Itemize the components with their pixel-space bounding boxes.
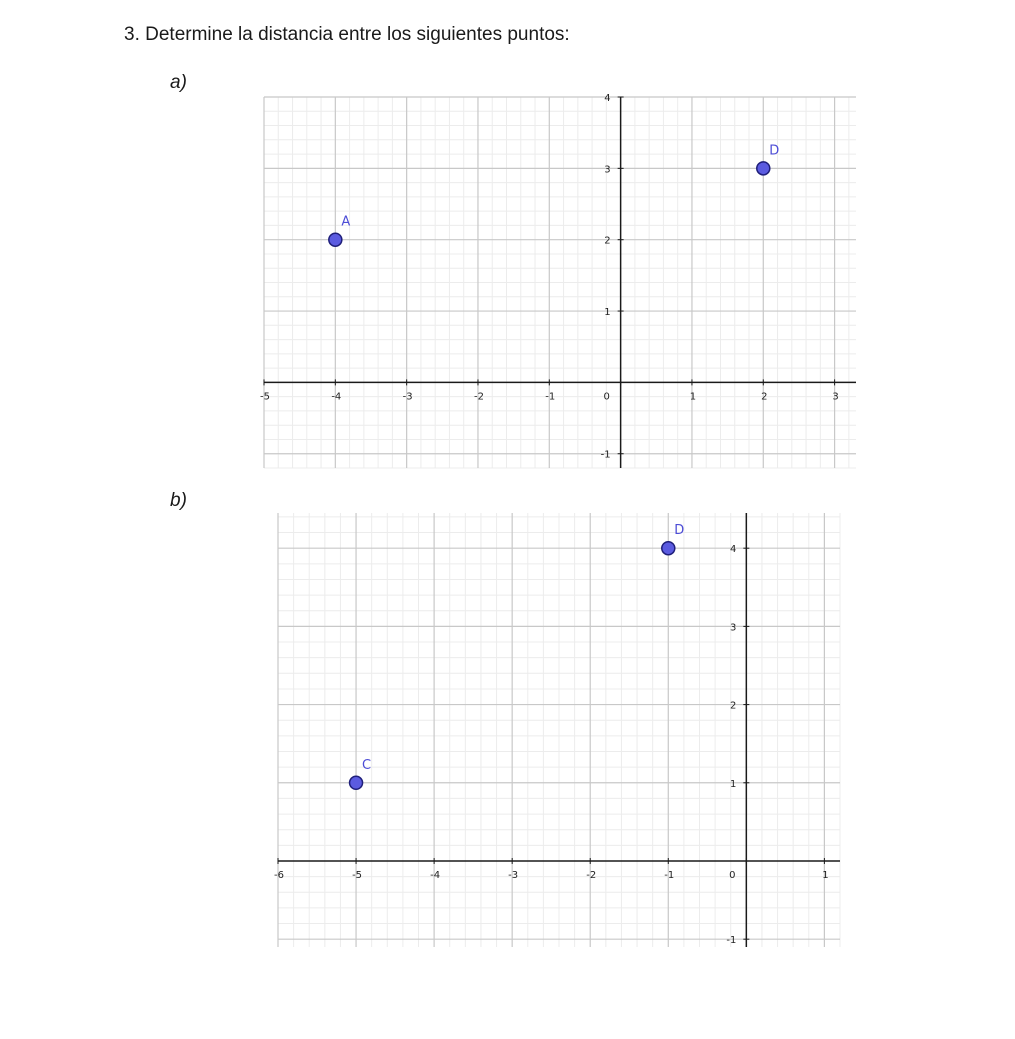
point-label-d-b: D — [674, 523, 685, 539]
x-tick-label: -5 — [260, 391, 270, 403]
x-tick-label: -1 — [664, 869, 675, 881]
point-label-a-a: A — [341, 214, 351, 230]
question-title: 3. Determine la distancia entre los siguientes puntos: — [124, 24, 570, 45]
y-tick-label: 3 — [729, 622, 737, 634]
x-tick-label: -6 — [274, 869, 284, 881]
x-tick-label: -4 — [331, 391, 342, 403]
y-tick-label: -1 — [600, 449, 611, 461]
y-tick-label: 4 — [604, 93, 611, 104]
grid-a — [264, 97, 856, 468]
x-tick-label: 1 — [689, 391, 697, 403]
y-tick-label: 3 — [604, 164, 611, 176]
x-tick-label: -1 — [545, 391, 556, 403]
x-tick-label: 2 — [761, 391, 768, 403]
y-tick-label: -1 — [726, 935, 737, 947]
x-tick-label: -3 — [402, 391, 413, 403]
x-tick-label: -3 — [508, 869, 519, 881]
y-tick-label: 1 — [729, 778, 737, 790]
x-tick-label: -5 — [352, 869, 363, 881]
part-a-label: a) — [170, 72, 187, 93]
x-tick-label: 0 — [729, 869, 736, 881]
point-d-a — [757, 162, 770, 175]
point-label-c-b: C — [362, 757, 372, 773]
point-label-d-a: D — [769, 143, 780, 159]
y-tick-label: 2 — [604, 235, 611, 247]
y-tick-label: 1 — [604, 307, 611, 319]
x-tick-label: -4 — [430, 869, 441, 881]
x-tick-label: -2 — [586, 869, 597, 881]
part-b-label: b) — [170, 490, 187, 511]
y-tick-label: 2 — [729, 700, 737, 712]
x-tick-label: 1 — [822, 869, 829, 881]
x-tick-label: -2 — [473, 391, 484, 403]
x-tick-label: 0 — [603, 391, 610, 403]
point-a-a — [329, 233, 342, 246]
y-tick-label: 4 — [729, 544, 737, 556]
x-tick-label: 3 — [832, 391, 839, 403]
